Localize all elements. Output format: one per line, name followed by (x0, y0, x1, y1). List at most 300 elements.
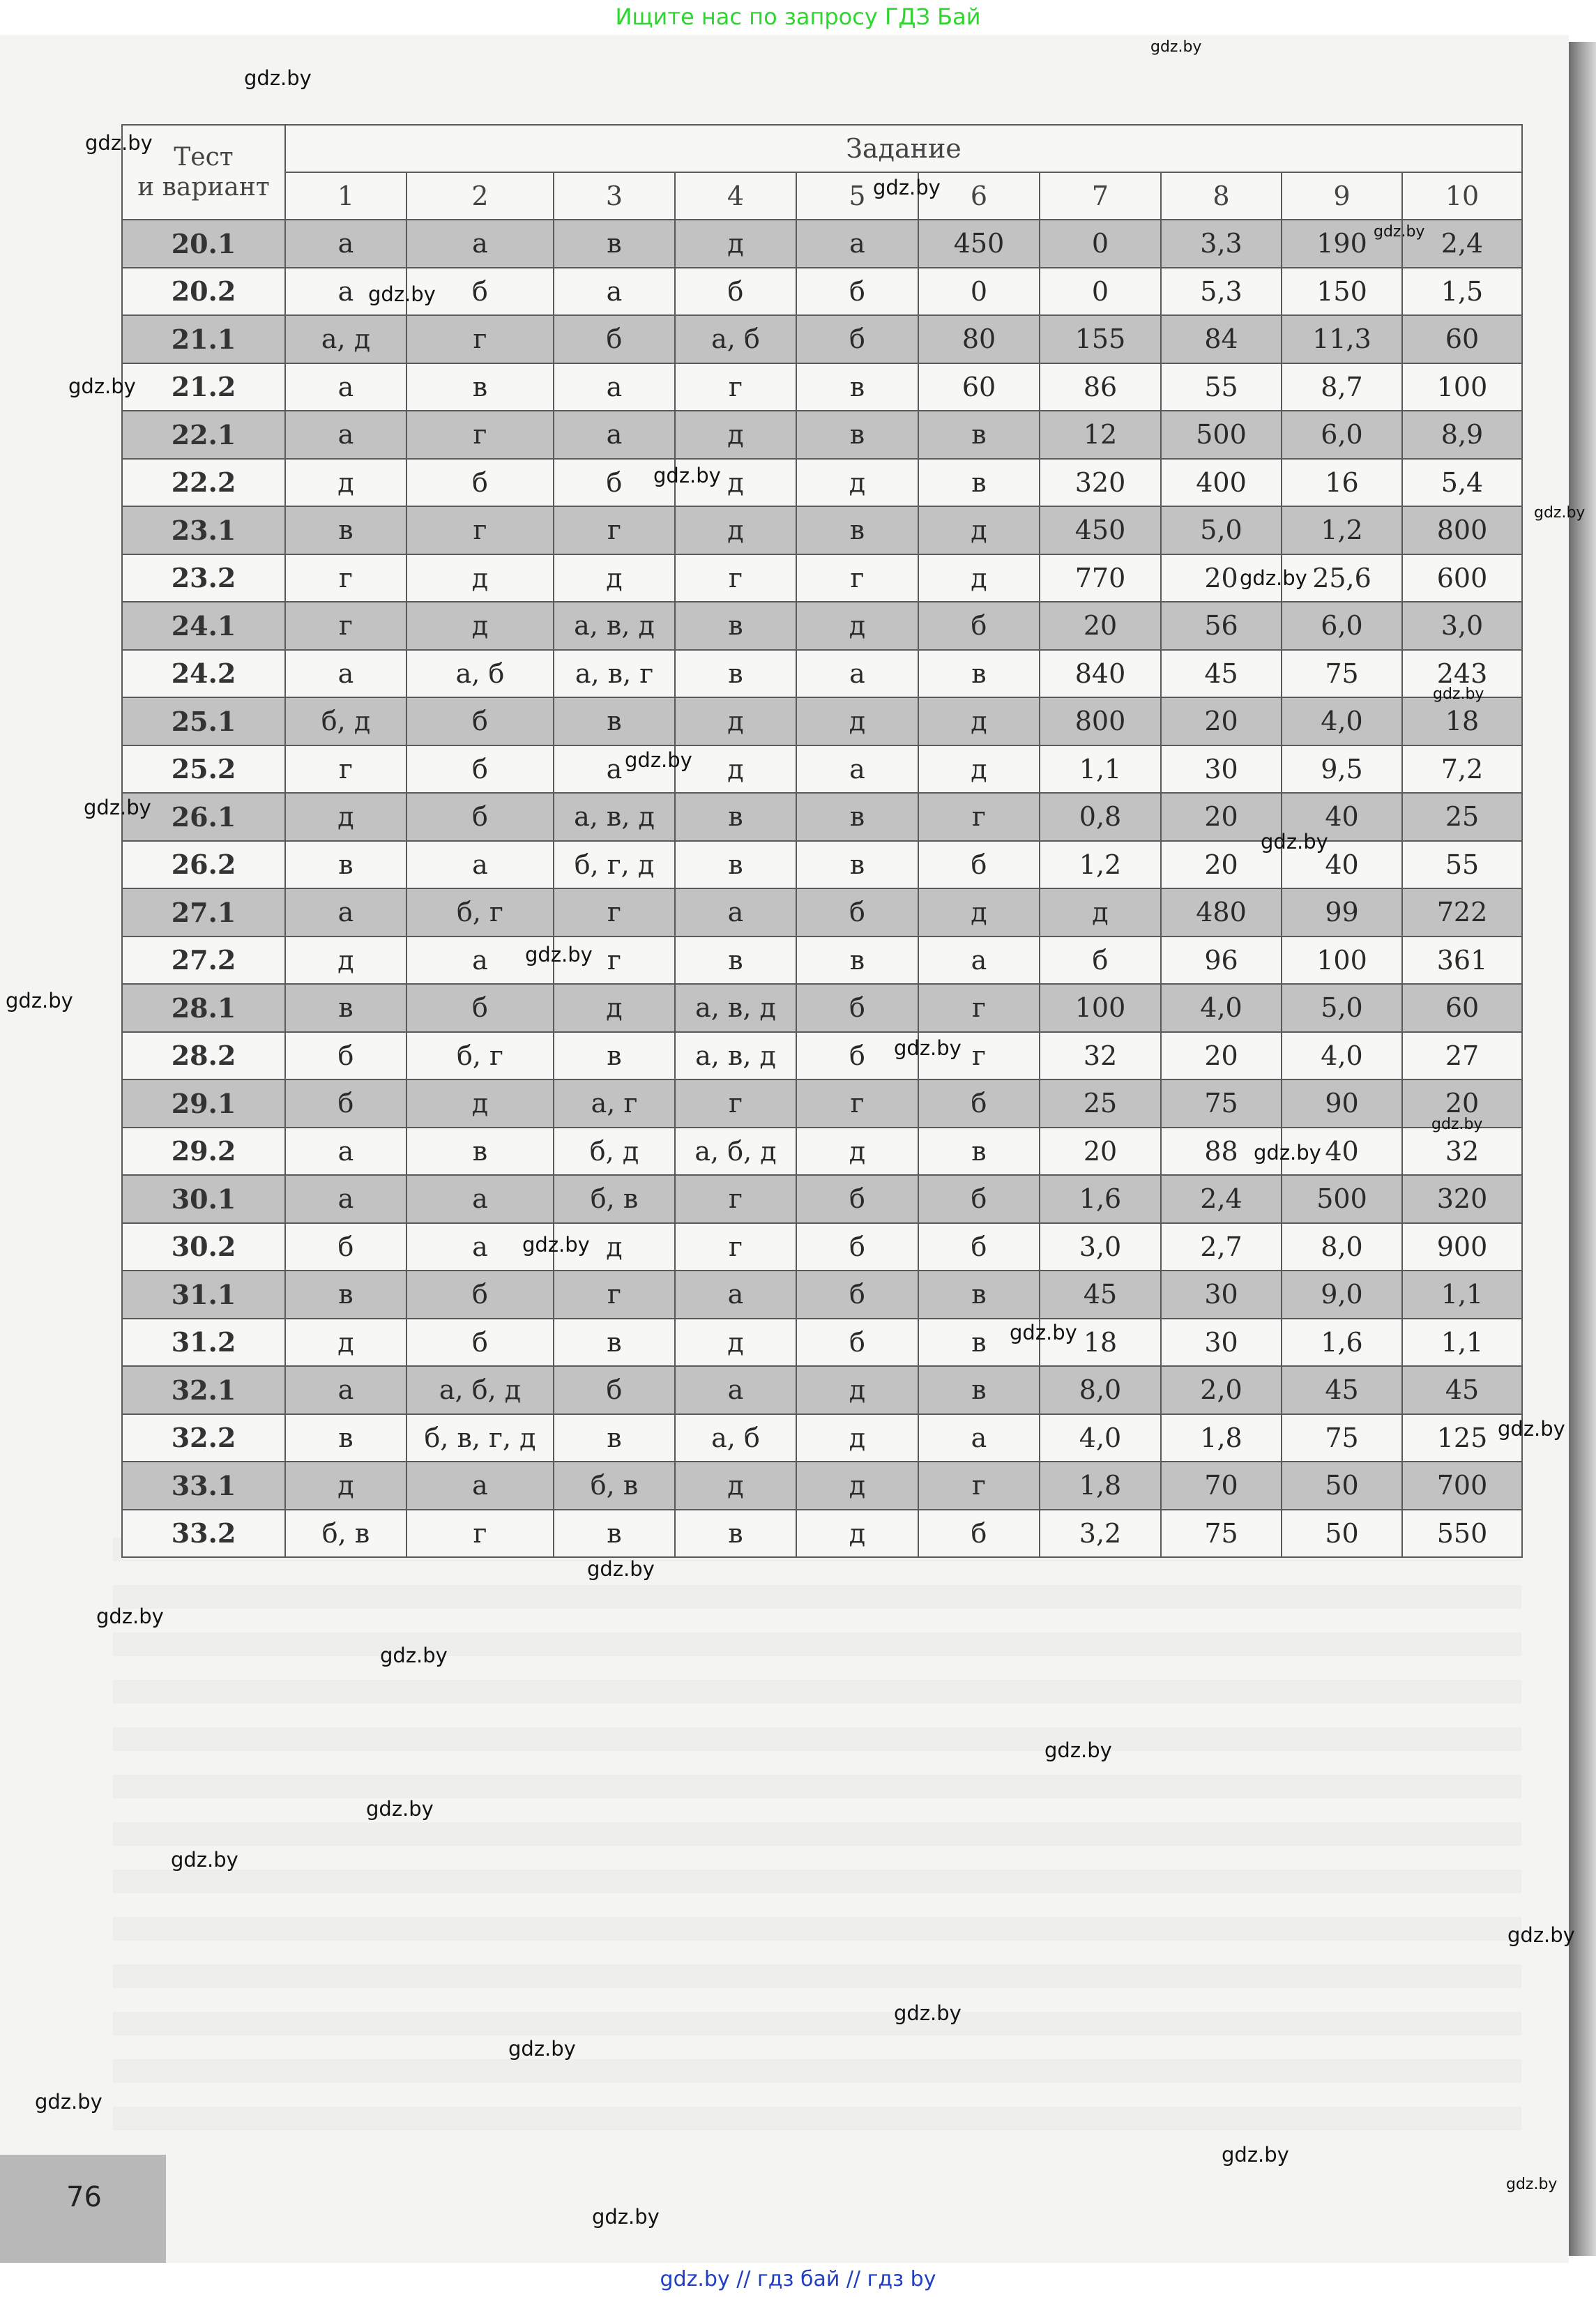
watermark: gdz.by (873, 176, 941, 199)
answer-cell: а (285, 411, 406, 459)
answer-cell: а (285, 268, 406, 316)
answer-cell: 50 (1282, 1510, 1402, 1558)
answer-cell: г (675, 1175, 796, 1223)
answer-cell: а (285, 1128, 406, 1176)
answer-cell: д (796, 1462, 918, 1510)
answer-cell: 5,4 (1402, 459, 1522, 507)
answer-cell: 3,2 (1040, 1510, 1161, 1558)
answer-cell: г (796, 554, 918, 602)
answer-cell: 361 (1402, 937, 1522, 985)
variant-cell: 26.1 (122, 793, 285, 841)
answer-cell: г (675, 1079, 796, 1128)
answer-cell: 6,0 (1282, 602, 1402, 650)
bottom-banner[interactable]: gdz.by // гдз бай // гдз by (660, 2267, 936, 2291)
answer-cell: 1,6 (1040, 1175, 1161, 1223)
answer-cell: б, в (285, 1510, 406, 1558)
answer-cell: а (554, 268, 675, 316)
answer-cell: б (285, 1032, 406, 1080)
answer-cell: в (918, 1128, 1040, 1176)
answer-cell: в (554, 1414, 675, 1462)
variant-cell: 21.2 (122, 363, 285, 411)
table-row (122, 268, 1522, 316)
watermark: gdz.by (35, 2090, 102, 2114)
answer-cell: в (285, 1271, 406, 1319)
variant-cell: 27.2 (122, 937, 285, 985)
answer-cell: 2,4 (1402, 220, 1522, 268)
answer-cell: 722 (1402, 888, 1522, 937)
answer-cell: а (796, 220, 918, 268)
answer-cell: 32 (1040, 1032, 1161, 1080)
answer-cell: б (796, 984, 918, 1032)
answer-cell: а (675, 1366, 796, 1414)
answer-cell: б (796, 1271, 918, 1319)
answer-cell: а (675, 1271, 796, 1319)
watermark: gdz.by (1044, 1738, 1112, 1762)
watermark: gdz.by (525, 943, 593, 966)
answer-cell: 450 (918, 220, 1040, 268)
answer-cell: 8,7 (1282, 363, 1402, 411)
answer-cell: б (796, 888, 918, 937)
answer-cell: 40 (1282, 793, 1402, 841)
page-number: 76 (66, 2181, 102, 2213)
answer-cell: д (675, 697, 796, 745)
answer-cell: 550 (1402, 1510, 1522, 1558)
variant-cell: 32.1 (122, 1366, 285, 1414)
variant-cell: 31.1 (122, 1271, 285, 1319)
answer-cell: в (406, 1128, 554, 1176)
answer-cell: д (285, 1462, 406, 1510)
variant-cell: 21.1 (122, 315, 285, 363)
variant-cell: 33.2 (122, 1510, 285, 1558)
answer-cell: г (406, 411, 554, 459)
variant-cell: 28.2 (122, 1032, 285, 1080)
answer-cell: б (796, 268, 918, 316)
answer-cell: а (796, 650, 918, 698)
table-row (122, 220, 1522, 268)
answer-cell: 2,0 (1161, 1366, 1282, 1414)
column-header: 2 (406, 172, 554, 220)
answer-cell: в (918, 1271, 1040, 1319)
answer-cell: в (675, 793, 796, 841)
answer-cell: 25 (1040, 1079, 1161, 1128)
table-row (122, 1032, 1522, 1080)
answer-cell: 27 (1402, 1032, 1522, 1080)
answer-cell: а, в, д (554, 602, 675, 650)
answer-cell: д (675, 411, 796, 459)
answer-cell: б (918, 1223, 1040, 1271)
answer-cell: б (406, 793, 554, 841)
answer-cell: 1,2 (1040, 841, 1161, 889)
answer-cell: д (675, 745, 796, 794)
answer-cell: д (796, 697, 918, 745)
answer-cell: г (675, 554, 796, 602)
answer-cell: 75 (1282, 1414, 1402, 1462)
answer-cell: 243 (1402, 650, 1522, 698)
answer-cell: д (796, 602, 918, 650)
variant-cell: 20.1 (122, 220, 285, 268)
watermark: gdz.by (1507, 1923, 1575, 1947)
answer-cell: 600 (1402, 554, 1522, 602)
table-row (122, 1271, 1522, 1319)
answer-cell: 1,1 (1402, 1271, 1522, 1319)
answer-cell: б (285, 1223, 406, 1271)
column-header: 1 (285, 172, 406, 220)
answer-cell: д (675, 506, 796, 554)
answer-cell: 0 (1040, 220, 1161, 268)
answer-cell: б (918, 1510, 1040, 1558)
answer-cell: г (675, 1223, 796, 1271)
answer-cell: б (406, 1271, 554, 1319)
answer-cell: б (796, 315, 918, 363)
answer-cell: 20 (1402, 1079, 1522, 1128)
group-header: Задание (285, 125, 1522, 172)
top-banner[interactable]: Ищите нас по запросу ГДЗ Бай (615, 3, 981, 30)
answer-cell: 20 (1161, 1032, 1282, 1080)
answer-cell: 320 (1040, 459, 1161, 507)
answer-cell: 45 (1282, 1366, 1402, 1414)
watermark: gdz.by (1534, 504, 1586, 522)
answer-cell: 90 (1282, 1079, 1402, 1128)
answer-cell: 4,0 (1040, 1414, 1161, 1462)
answer-cell: в (918, 411, 1040, 459)
answer-cell: 75 (1161, 1079, 1282, 1128)
answer-cell: в (796, 793, 918, 841)
answer-cell: д (675, 459, 796, 507)
table-row (122, 506, 1522, 554)
answer-cell: б, д (285, 697, 406, 745)
answer-cell: б (918, 1079, 1040, 1128)
answer-cell: 45 (1040, 1271, 1161, 1319)
answer-cell: 100 (1040, 984, 1161, 1032)
watermark: gdz.by (6, 989, 73, 1013)
answer-cell: а, в, г (554, 650, 675, 698)
answer-cell: б, г, д (554, 841, 675, 889)
table-row (122, 1175, 1522, 1223)
answer-cell: 55 (1161, 363, 1282, 411)
watermark: gdz.by (1498, 1417, 1565, 1441)
table-row (122, 554, 1522, 602)
answer-cell: 1,6 (1282, 1319, 1402, 1367)
answer-cell: а (285, 220, 406, 268)
answer-cell: 3,3 (1161, 220, 1282, 268)
bleed-through-shadow (113, 1538, 1521, 2151)
answer-cell: д (406, 1079, 554, 1128)
column-header: 5 (796, 172, 918, 220)
answer-cell: 75 (1161, 1510, 1282, 1558)
table-row (122, 459, 1522, 507)
answer-cell: б, в, г, д (406, 1414, 554, 1462)
answer-cell: а (285, 363, 406, 411)
answer-cell: 155 (1040, 315, 1161, 363)
answer-cell: в (675, 937, 796, 985)
table-body (122, 220, 1522, 1557)
answer-cell: б (554, 315, 675, 363)
watermark: gdz.by (1222, 2143, 1289, 2167)
answer-cell: б, г (406, 888, 554, 937)
answer-cell: г (285, 745, 406, 794)
answer-cell: д (918, 888, 1040, 937)
answer-cell: г (918, 984, 1040, 1032)
answer-cell: 1,5 (1402, 268, 1522, 316)
answer-cell: 60 (1402, 315, 1522, 363)
answer-cell: 900 (1402, 1223, 1522, 1271)
answer-cell: б (796, 1032, 918, 1080)
answer-cell: 400 (1161, 459, 1282, 507)
answer-cell: б (406, 459, 554, 507)
answer-cell: а (918, 1414, 1040, 1462)
answer-cell: 100 (1402, 363, 1522, 411)
answer-cell: а (285, 650, 406, 698)
answer-cell: в (554, 1319, 675, 1367)
answer-cell: в (285, 506, 406, 554)
answer-cell: 150 (1282, 268, 1402, 316)
watermark: gdz.by (1374, 223, 1425, 241)
watermark: gdz.by (1261, 830, 1328, 854)
answer-cell: 5,0 (1282, 984, 1402, 1032)
answer-cell: б (285, 1079, 406, 1128)
answer-cell: 8,9 (1402, 411, 1522, 459)
table-row (122, 937, 1522, 985)
answer-cell: 5,0 (1161, 506, 1282, 554)
table-row (122, 1414, 1522, 1462)
answer-cell: 1,1 (1040, 745, 1161, 794)
variant-cell: 23.2 (122, 554, 285, 602)
variant-cell: 23.1 (122, 506, 285, 554)
watermark: gdz.by (894, 2001, 962, 2025)
table-row (122, 1462, 1522, 1510)
watermark: gdz.by (1010, 1321, 1077, 1344)
answer-cell: 25 (1402, 793, 1522, 841)
answer-cell: 4,0 (1282, 697, 1402, 745)
answer-cell: а (406, 1462, 554, 1510)
answer-cell: 9,0 (1282, 1271, 1402, 1319)
answer-cell: д (918, 554, 1040, 602)
watermark: gdz.by (1433, 685, 1484, 703)
answer-cell: д (796, 459, 918, 507)
watermark: gdz.by (85, 131, 153, 155)
answer-cell: д (796, 1128, 918, 1176)
watermark: gdz.by (380, 1644, 448, 1667)
answer-cell: 60 (1402, 984, 1522, 1032)
answer-cell: а (918, 937, 1040, 985)
watermark: gdz.by (1240, 566, 1307, 590)
watermark: gdz.by (84, 796, 151, 819)
answer-cell: 30 (1161, 1319, 1282, 1367)
answer-cell: 60 (918, 363, 1040, 411)
answer-cell: 7,2 (1402, 745, 1522, 794)
answer-cell: б (918, 602, 1040, 650)
answer-cell: а (285, 1175, 406, 1223)
answer-cell: г (918, 1462, 1040, 1510)
answer-cell: г (285, 554, 406, 602)
answer-cell: д (918, 506, 1040, 554)
answer-cell: в (675, 841, 796, 889)
answer-cell: в (285, 1414, 406, 1462)
table-row (122, 745, 1522, 794)
answer-cell: 20 (1161, 697, 1282, 745)
variant-cell: 33.1 (122, 1462, 285, 1510)
answer-cell: 75 (1282, 650, 1402, 698)
variant-cell: 24.1 (122, 602, 285, 650)
answer-cell: б, в (554, 1175, 675, 1223)
answer-cell: в (796, 411, 918, 459)
variant-cell: 29.2 (122, 1128, 285, 1176)
answer-cell: а (554, 411, 675, 459)
variant-cell: 31.2 (122, 1319, 285, 1367)
answer-cell: 80 (918, 315, 1040, 363)
column-header: 7 (1040, 172, 1161, 220)
table-row (122, 602, 1522, 650)
answer-cell: 32 (1402, 1128, 1522, 1176)
answer-cell: а, в, д (554, 793, 675, 841)
watermark: gdz.by (1150, 38, 1202, 56)
answer-cell: г (406, 1510, 554, 1558)
answer-cell: г (285, 602, 406, 650)
answer-cell: б, д (554, 1128, 675, 1176)
answer-cell: г (406, 315, 554, 363)
answer-cell: 40 (1282, 1128, 1402, 1176)
watermark: gdz.by (171, 1848, 238, 1872)
answer-cell: а (406, 220, 554, 268)
table-row (122, 1366, 1522, 1414)
variant-cell: 30.1 (122, 1175, 285, 1223)
answer-cell: в (554, 1510, 675, 1558)
watermark: gdz.by (1431, 1116, 1483, 1133)
answer-cell: д (675, 220, 796, 268)
table-row (122, 650, 1522, 698)
answer-cell: г (554, 888, 675, 937)
column-header: 9 (1282, 172, 1402, 220)
table-row (122, 1319, 1522, 1367)
answer-cell: 30 (1161, 1271, 1282, 1319)
answer-cell: д (554, 1223, 675, 1271)
table-row (122, 1223, 1522, 1271)
answer-cell: г (675, 363, 796, 411)
variant-cell: 22.2 (122, 459, 285, 507)
answer-cell: а, б (675, 315, 796, 363)
table-row (122, 315, 1522, 363)
answer-cell: в (796, 937, 918, 985)
answer-cell: б (406, 745, 554, 794)
answer-cell: г (406, 506, 554, 554)
answer-cell: а (554, 745, 675, 794)
answer-cell: 99 (1282, 888, 1402, 937)
answer-cell: 800 (1040, 697, 1161, 745)
answer-cell: 1,8 (1161, 1414, 1282, 1462)
answer-cell: а (406, 937, 554, 985)
answer-cell: 500 (1282, 1175, 1402, 1223)
answer-cell: б (796, 1223, 918, 1271)
answer-cell: в (796, 506, 918, 554)
answer-cell: б (554, 1366, 675, 1414)
watermark: gdz.by (366, 1797, 434, 1821)
answer-cell: 0 (1040, 268, 1161, 316)
answer-cell: д (675, 1462, 796, 1510)
answer-cell: б (406, 984, 554, 1032)
answer-cell: а, б, д (406, 1366, 554, 1414)
answer-cell: д (285, 793, 406, 841)
answer-cell: 1,8 (1040, 1462, 1161, 1510)
answer-cell: а, д (285, 315, 406, 363)
answer-cell: г (554, 506, 675, 554)
answer-cell: а (675, 888, 796, 937)
table-row (122, 1510, 1522, 1558)
answer-cell: 8,0 (1282, 1223, 1402, 1271)
answer-cell: г (918, 1032, 1040, 1080)
variant-cell: 22.1 (122, 411, 285, 459)
answer-cell: а, б (406, 650, 554, 698)
answer-cell: 45 (1161, 650, 1282, 698)
answer-cell: б (1040, 937, 1161, 985)
answer-cell: г (554, 1271, 675, 1319)
column-header: 10 (1402, 172, 1522, 220)
answer-cell: а, г (554, 1079, 675, 1128)
corner-header-line-2: и вариант (137, 173, 270, 202)
watermark: gdz.by (894, 1036, 962, 1060)
answer-cell: 20 (1161, 793, 1282, 841)
answer-cell: 6,0 (1282, 411, 1402, 459)
answer-cell: 0,8 (1040, 793, 1161, 841)
watermark: gdz.by (1506, 2176, 1558, 2193)
answer-cell: а (285, 1366, 406, 1414)
variant-cell: 24.2 (122, 650, 285, 698)
answer-cell: в (285, 984, 406, 1032)
table-row (122, 411, 1522, 459)
answer-cell: д (918, 745, 1040, 794)
answer-cell: в (918, 1366, 1040, 1414)
watermark: gdz.by (508, 2037, 576, 2061)
answer-cell: 18 (1402, 697, 1522, 745)
answer-cell: 8,0 (1040, 1366, 1161, 1414)
answer-cell: б (406, 1319, 554, 1367)
answer-cell: в (918, 459, 1040, 507)
column-header: 3 (554, 172, 675, 220)
answer-cell: в (796, 841, 918, 889)
answer-cell: 0 (918, 268, 1040, 316)
answer-cell: б (796, 1175, 918, 1223)
answer-cell: д (918, 697, 1040, 745)
watermark: gdz.by (653, 464, 721, 487)
answer-cell: 20 (1040, 602, 1161, 650)
answer-cell: 45 (1402, 1366, 1522, 1414)
answer-cell: д (796, 1366, 918, 1414)
variant-cell: 32.2 (122, 1414, 285, 1462)
answer-cell: а, б, д (675, 1128, 796, 1176)
answer-cell: 96 (1161, 937, 1282, 985)
answer-cell: б, в (554, 1462, 675, 1510)
answer-cell: б (675, 268, 796, 316)
answer-cell: д (285, 937, 406, 985)
answer-cell: 20 (1040, 1128, 1161, 1176)
answer-cell: а (796, 745, 918, 794)
answer-cell: в (675, 650, 796, 698)
column-header: 6 (918, 172, 1040, 220)
answer-cell: д (796, 1510, 918, 1558)
watermark: gdz.by (368, 282, 436, 306)
answer-cell: в (554, 697, 675, 745)
answer-cell: в (406, 363, 554, 411)
answer-cell: 40 (1282, 841, 1402, 889)
answer-cell: в (554, 220, 675, 268)
watermark: gdz.by (587, 1557, 655, 1581)
table-row (122, 1079, 1522, 1128)
watermark: gdz.by (1254, 1141, 1321, 1165)
answer-cell: а (406, 841, 554, 889)
answer-cell: в (675, 1510, 796, 1558)
answer-cell: 70 (1161, 1462, 1282, 1510)
answer-cell: 1,2 (1282, 506, 1402, 554)
answer-cell: а (285, 888, 406, 937)
